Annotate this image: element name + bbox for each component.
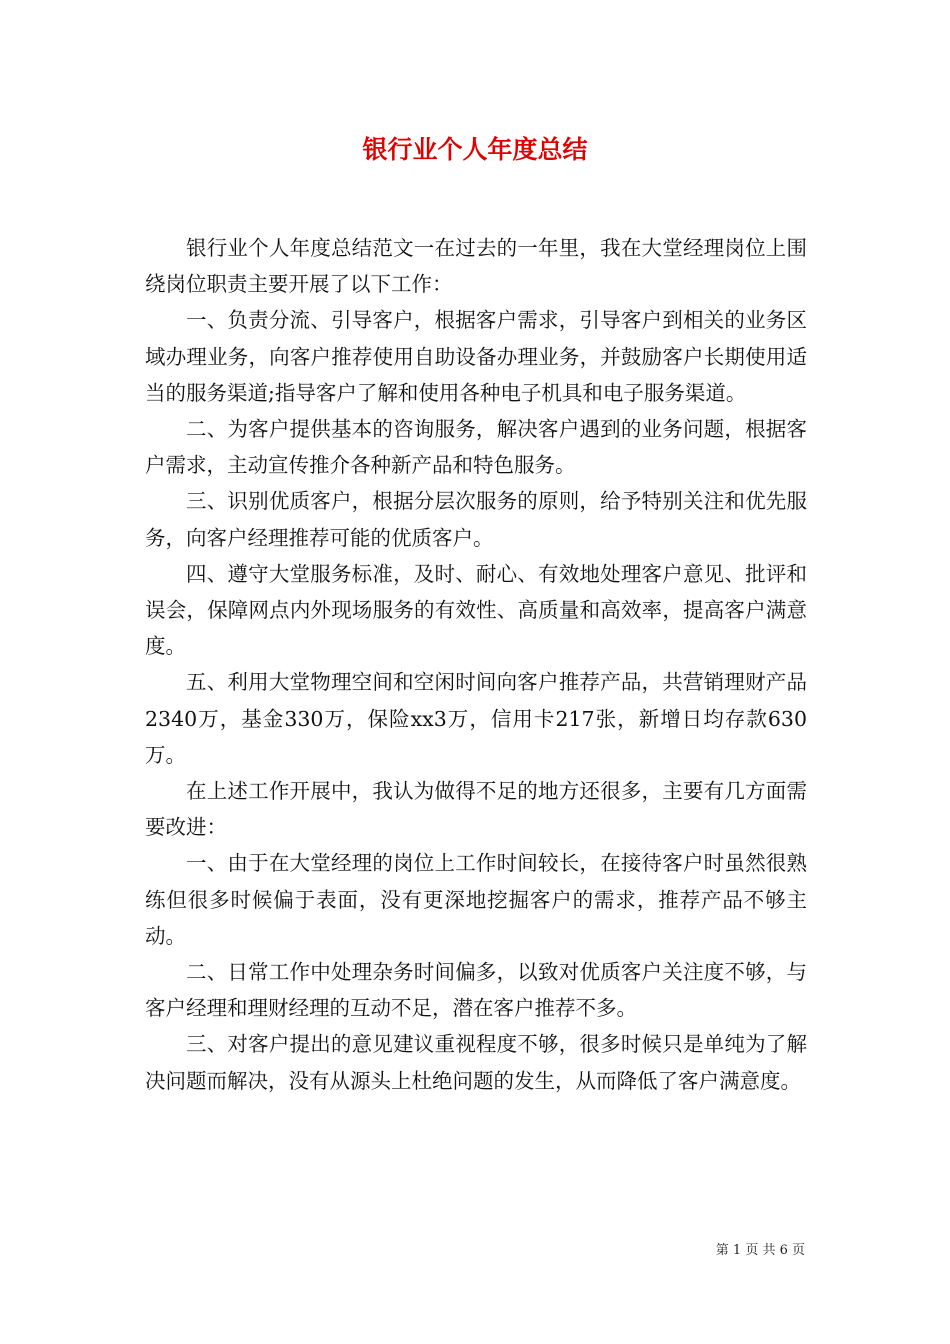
document-body <box>145 230 807 1099</box>
paragraph-work-5: 五、利用大堂物理空间和空闲时间向客户推荐产品，共营销理财产品2340万，基金330万，保险xx3万，信用卡217张，新增日均存款630万。 <box>145 670 807 767</box>
paragraph-shortcoming-2: 二、日常工作中处理杂务时间偏多，以致对优质客户关注度不够，与客户经理和理财经理的互动不足，潜在客户推荐不多。 <box>145 960 807 1021</box>
paragraph-work-4: 四、遵守大堂服务标准，及时、耐心、有效地处理客户意见、批评和误会，保障网点内外现场服务的有效性、高质量和高效率，提高客户满意度。 <box>145 561 807 659</box>
paragraph-shortcoming-3: 三、对客户提出的意见建议重视程度不够，很多时候只是单纯为了解决问题而解决，没有从源头上杜绝问题的发生，从而降低了客户满意度。 <box>145 1032 807 1093</box>
document-title: 银行业个人年度总结 <box>362 135 588 164</box>
paragraph-work-2: 二、为客户提供基本的咨询服务，解决客户遇到的业务问题，根据客户需求，主动宣传推介各种新产品和特色服务。 <box>145 417 807 478</box>
paragraph-work-1: 一、负责分流、引导客户，根据客户需求，引导客户到相关的业务区域办理业务，向客户推荐使用自助设备办理业务，并鼓励客户长期使用适当的服务渠道;指导客户了解和使用各种电子机具和电子服务渠道。 <box>145 308 807 405</box>
paragraph-intro: 银行业个人年度总结范文一在过去的一年里，我在大堂经理岗位上围绕岗位职责主要开展了以下工作： <box>145 236 807 297</box>
page-number-footer: 第 1 页 共 6 页 <box>715 1243 805 1258</box>
paragraph-work-3: 三、识别优质客户，根据分层次服务的原则，给予特别关注和优先服务，向客户经理推荐可能的优质客户。 <box>145 489 807 550</box>
paragraph-shortcoming-1: 一、由于在大堂经理的岗位上工作时间较长，在接待客户时虽然很熟练但很多时候偏于表面，没有更深地挖掘客户的需求，推荐产品不够主动。 <box>145 851 807 948</box>
paragraph-shortcomings-intro: 在上述工作开展中，我认为做得不足的地方还很多，主要有几方面需要改进： <box>145 779 807 840</box>
